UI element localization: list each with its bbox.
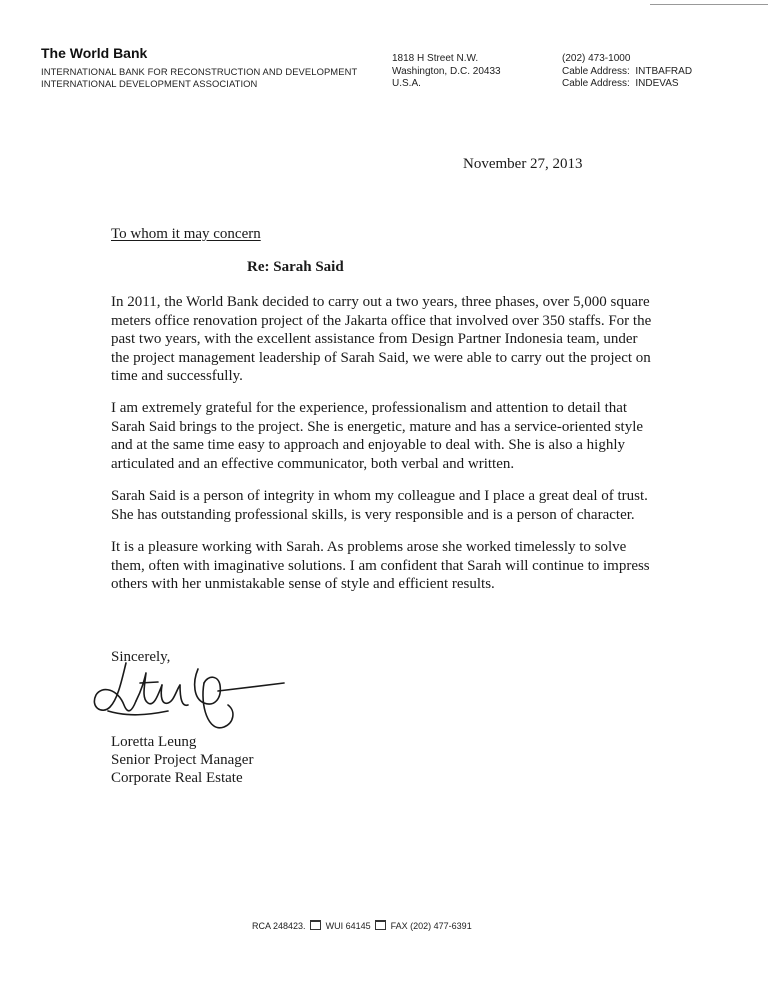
org-line-ida: INTERNATIONAL DEVELOPMENT ASSOCIATION bbox=[41, 78, 258, 89]
footer-contact bbox=[252, 920, 472, 931]
salutation: To whom it may concern bbox=[111, 226, 261, 242]
contact-cable-2: Cable Address: INDEVAS bbox=[562, 78, 679, 89]
org-name: The World Bank bbox=[41, 45, 148, 61]
telex-box-icon bbox=[375, 920, 386, 930]
subject-line: Re: Sarah Said bbox=[247, 259, 344, 275]
address-country: U.S.A. bbox=[392, 78, 421, 89]
address-street: 1818 H Street N.W. bbox=[392, 53, 479, 64]
org-line-ibrd: INTERNATIONAL BANK FOR RECONSTRUCTION AND DEVELOPMENT bbox=[41, 66, 358, 77]
signer-title: Senior Project Manager bbox=[111, 752, 254, 768]
footer-fax: FAX (202) 477-6391 bbox=[390, 921, 472, 931]
contact-phone: (202) 473-1000 bbox=[562, 53, 631, 64]
signer-name: Loretta Leung bbox=[111, 734, 197, 750]
paragraph-3: Sarah Said is a person of integrity in whom my colleague and I place a great deal of trust. She has outstanding professional skills, is very responsible and is a person of character. bbox=[111, 488, 648, 523]
address-city: Washington, D.C. 20433 bbox=[392, 66, 501, 77]
contact-cable-1: Cable Address: INTBAFRAD bbox=[562, 66, 693, 77]
letter-date: November 27, 2013 bbox=[463, 156, 583, 172]
telex-box-icon bbox=[310, 920, 321, 930]
footer-rca: RCA 248423. bbox=[252, 921, 306, 931]
paragraph-4: It is a pleasure working with Sarah. As problems arose she worked timelessly to solve them, often with imaginative solutions. I am confident that Sarah will continue to impress others with her unmistakable sense of style and efficient results. bbox=[111, 539, 650, 593]
paragraph-1: In 2011, the World Bank decided to carry out a two years, three phases, over 5,000 square meters office renovation project of the Jakarta office that involved over 350 staffs. For the past two years, with the excellent assistance from Design Partner Indonesia team, under the project management leadership of Sarah Said, we were able to carry out the project on time and successfully. bbox=[111, 294, 652, 385]
closing: Sincerely, bbox=[111, 649, 171, 665]
page-edge-rule bbox=[650, 4, 768, 5]
signer-department: Corporate Real Estate bbox=[111, 770, 243, 786]
paragraph-2: I am extremely grateful for the experience, professionalism and attention to detail that Sarah Said brings to the project. She is energetic, mature and has a service-oriented style and at the same time easy to approach and enjoyable to deal with. She is also a highly articulated and an effective communicator, both verbal and written. bbox=[111, 400, 644, 472]
footer-wui: WUI 64145 bbox=[325, 921, 371, 931]
